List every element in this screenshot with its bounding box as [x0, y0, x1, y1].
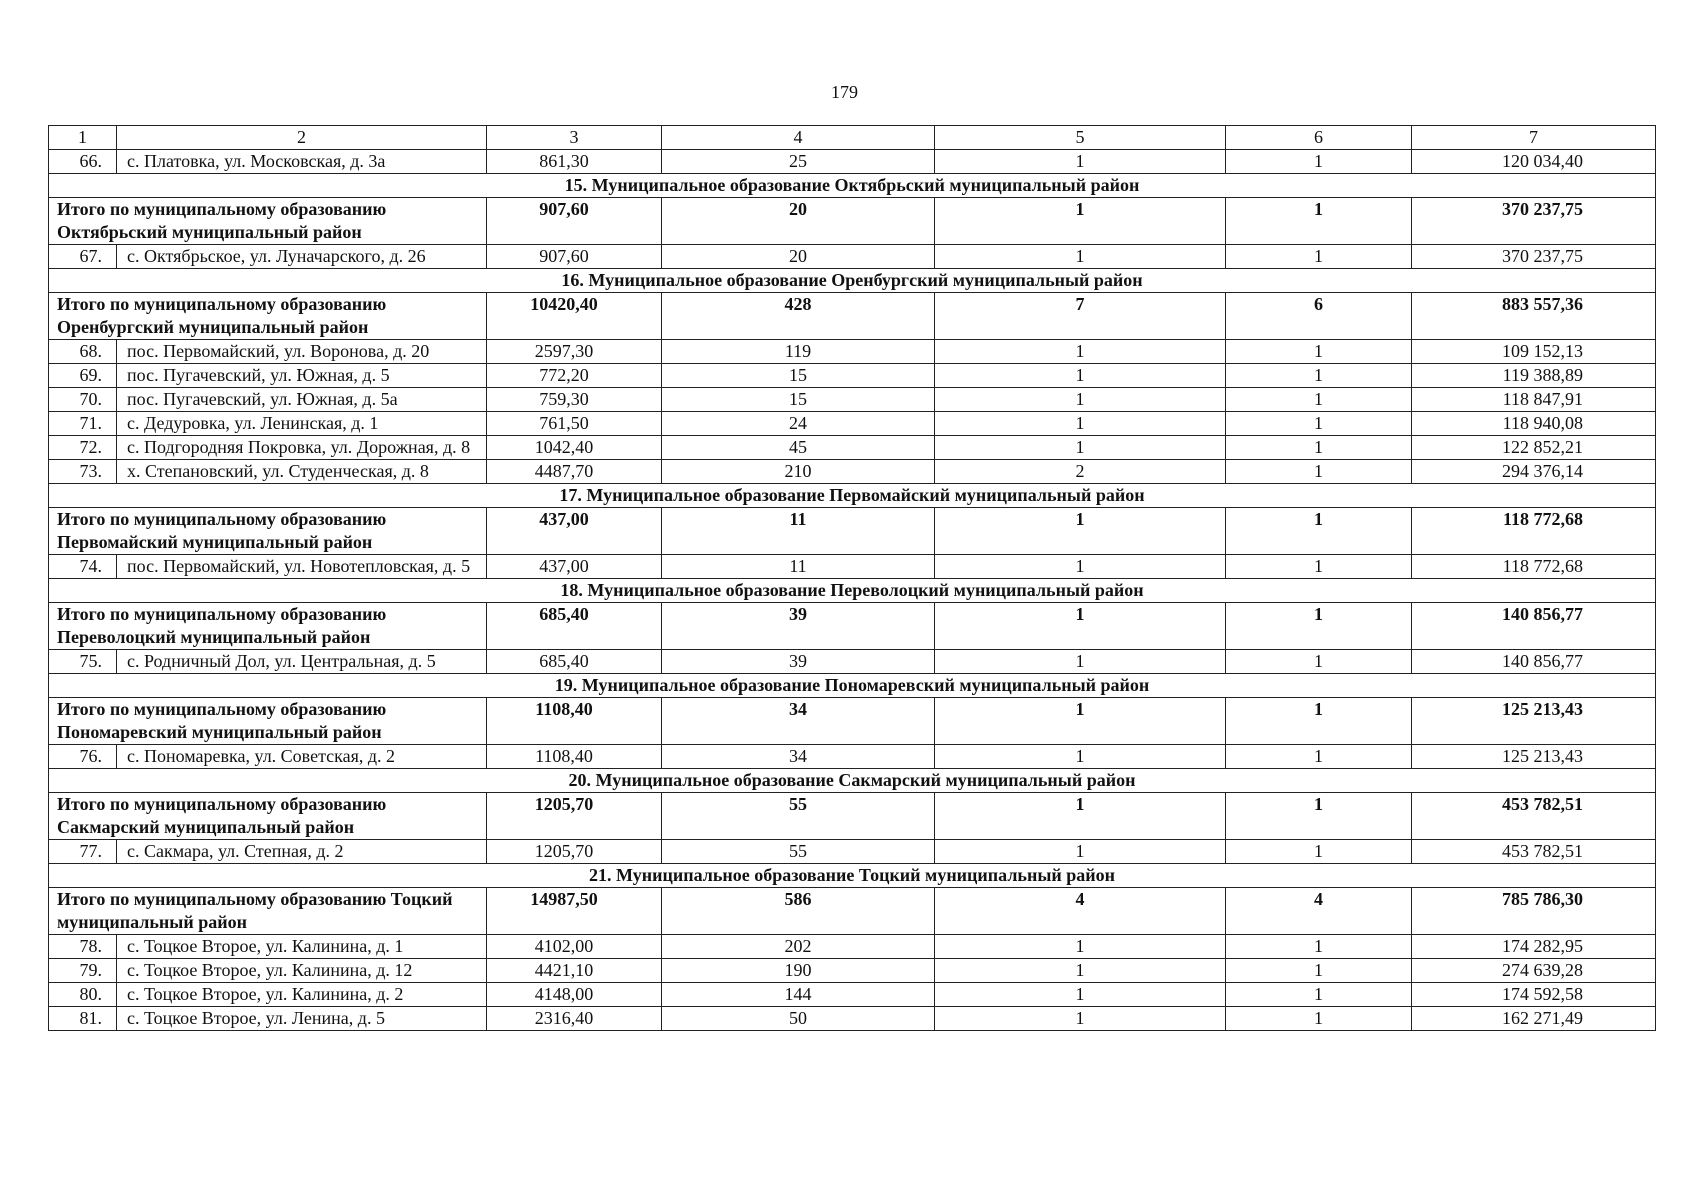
total-col-5: 1 [935, 603, 1226, 650]
total-col-6: 4 [1226, 888, 1412, 935]
section-row [49, 269, 1656, 293]
row-col-6: 1 [1226, 436, 1412, 460]
row-col-5: 2 [935, 460, 1226, 484]
row-col-7: 119 388,89 [1412, 364, 1656, 388]
row-address: пос. Пугачевский, ул. Южная, д. 5 [117, 364, 487, 388]
total-row [49, 603, 1656, 650]
header-cell: 7 [1412, 126, 1656, 150]
total-label: Итого по муниципальному образованию Оренбургский муниципальный район [49, 293, 487, 340]
total-row [49, 888, 1656, 935]
row-col-7: 370 237,75 [1412, 245, 1656, 269]
total-col-4: 428 [662, 293, 935, 340]
section-row [49, 484, 1656, 508]
row-number: 70. [49, 388, 117, 412]
row-col-6: 1 [1226, 412, 1412, 436]
row-address: х. Степановский, ул. Студенческая, д. 8 [117, 460, 487, 484]
total-col-6: 1 [1226, 508, 1412, 555]
total-col-6: 6 [1226, 293, 1412, 340]
row-address: с. Тоцкое Второе, ул. Калинина, д. 1 [117, 935, 487, 959]
row-col-4: 15 [662, 364, 935, 388]
total-col-5: 1 [935, 508, 1226, 555]
row-col-4: 55 [662, 840, 935, 864]
total-label: Итого по муниципальному образованию Пономаревский муниципальный район [49, 698, 487, 745]
row-number: 72. [49, 436, 117, 460]
section-row [49, 864, 1656, 888]
row-col-7: 118 772,68 [1412, 555, 1656, 579]
section-row [49, 769, 1656, 793]
row-col-3: 4487,70 [487, 460, 662, 484]
row-col-6: 1 [1226, 364, 1412, 388]
row-col-4: 39 [662, 650, 935, 674]
row-number: 78. [49, 935, 117, 959]
total-col-3: 1205,70 [487, 793, 662, 840]
total-col-4: 586 [662, 888, 935, 935]
row-col-7: 453 782,51 [1412, 840, 1656, 864]
total-row [49, 508, 1656, 555]
row-col-3: 761,50 [487, 412, 662, 436]
header-cell: 2 [117, 126, 487, 150]
table-row [49, 412, 1656, 436]
total-col-3: 14987,50 [487, 888, 662, 935]
row-col-3: 2316,40 [487, 1007, 662, 1031]
row-col-4: 119 [662, 340, 935, 364]
header-cell: 1 [49, 126, 117, 150]
row-col-4: 210 [662, 460, 935, 484]
row-number: 74. [49, 555, 117, 579]
row-col-4: 50 [662, 1007, 935, 1031]
header-cell: 5 [935, 126, 1226, 150]
row-col-4: 25 [662, 150, 935, 174]
total-col-4: 34 [662, 698, 935, 745]
row-number: 69. [49, 364, 117, 388]
total-col-7: 140 856,77 [1412, 603, 1656, 650]
row-col-4: 202 [662, 935, 935, 959]
data-table [48, 125, 1656, 1031]
row-col-4: 34 [662, 745, 935, 769]
row-col-5: 1 [935, 745, 1226, 769]
row-col-4: 144 [662, 983, 935, 1007]
table-row [49, 340, 1656, 364]
total-col-6: 1 [1226, 698, 1412, 745]
row-address: с. Тоцкое Второе, ул. Калинина, д. 12 [117, 959, 487, 983]
row-number: 73. [49, 460, 117, 484]
total-label: Итого по муниципальному образованию Октябрьский муниципальный район [49, 198, 487, 245]
row-col-5: 1 [935, 364, 1226, 388]
total-col-3: 907,60 [487, 198, 662, 245]
section-title: 16. Муниципальное образование Оренбургский муниципальный район [49, 269, 1656, 293]
total-col-6: 1 [1226, 198, 1412, 245]
total-col-5: 1 [935, 793, 1226, 840]
row-col-7: 174 282,95 [1412, 935, 1656, 959]
table-row [49, 745, 1656, 769]
table-row [49, 364, 1656, 388]
table-body [49, 126, 1656, 1031]
row-col-3: 4421,10 [487, 959, 662, 983]
row-address: с. Дедуровка, ул. Ленинская, д. 1 [117, 412, 487, 436]
table-row [49, 436, 1656, 460]
row-col-5: 1 [935, 650, 1226, 674]
header-cell: 3 [487, 126, 662, 150]
total-col-7: 118 772,68 [1412, 508, 1656, 555]
row-col-3: 685,40 [487, 650, 662, 674]
section-title: 17. Муниципальное образование Первомайский муниципальный район [49, 484, 1656, 508]
row-col-7: 118 847,91 [1412, 388, 1656, 412]
row-col-5: 1 [935, 959, 1226, 983]
row-address: с. Тоцкое Второе, ул. Калинина, д. 2 [117, 983, 487, 1007]
section-title: 15. Муниципальное образование Октябрьский муниципальный район [49, 174, 1656, 198]
header-cell: 6 [1226, 126, 1412, 150]
row-number: 80. [49, 983, 117, 1007]
total-row [49, 698, 1656, 745]
row-col-7: 125 213,43 [1412, 745, 1656, 769]
row-col-3: 861,30 [487, 150, 662, 174]
row-col-3: 2597,30 [487, 340, 662, 364]
row-col-4: 45 [662, 436, 935, 460]
row-col-7: 274 639,28 [1412, 959, 1656, 983]
total-label: Итого по муниципальному образованию Первомайский муниципальный район [49, 508, 487, 555]
row-col-7: 122 852,21 [1412, 436, 1656, 460]
row-col-5: 1 [935, 245, 1226, 269]
total-col-5: 7 [935, 293, 1226, 340]
row-col-5: 1 [935, 840, 1226, 864]
row-col-5: 1 [935, 340, 1226, 364]
row-number: 75. [49, 650, 117, 674]
row-address: с. Сакмара, ул. Степная, д. 2 [117, 840, 487, 864]
row-col-5: 1 [935, 388, 1226, 412]
table-row [49, 460, 1656, 484]
row-number: 68. [49, 340, 117, 364]
row-col-4: 24 [662, 412, 935, 436]
total-label: Итого по муниципальному образованию Переволоцкий муниципальный район [49, 603, 487, 650]
header-row [49, 126, 1656, 150]
row-col-3: 1205,70 [487, 840, 662, 864]
total-col-7: 453 782,51 [1412, 793, 1656, 840]
page-number: 179 [831, 82, 858, 102]
section-title: 21. Муниципальное образование Тоцкий муниципальный район [49, 864, 1656, 888]
row-number: 79. [49, 959, 117, 983]
row-col-6: 1 [1226, 150, 1412, 174]
row-col-4: 11 [662, 555, 935, 579]
total-col-7: 125 213,43 [1412, 698, 1656, 745]
row-address: с. Октябрьское, ул. Луначарского, д. 26 [117, 245, 487, 269]
total-col-3: 685,40 [487, 603, 662, 650]
table-row [49, 983, 1656, 1007]
row-col-6: 1 [1226, 983, 1412, 1007]
row-number: 77. [49, 840, 117, 864]
row-col-3: 1108,40 [487, 745, 662, 769]
table-row [49, 1007, 1656, 1031]
total-label: Итого по муниципальному образованию Сакмарский муниципальный район [49, 793, 487, 840]
section-row [49, 174, 1656, 198]
row-col-6: 1 [1226, 340, 1412, 364]
section-title: 20. Муниципальное образование Сакмарский муниципальный район [49, 769, 1656, 793]
row-col-7: 140 856,77 [1412, 650, 1656, 674]
row-col-3: 437,00 [487, 555, 662, 579]
row-col-7: 120 034,40 [1412, 150, 1656, 174]
row-col-6: 1 [1226, 1007, 1412, 1031]
table-row [49, 935, 1656, 959]
table-row [49, 959, 1656, 983]
row-col-5: 1 [935, 555, 1226, 579]
row-address: с. Родничный Дол, ул. Центральная, д. 5 [117, 650, 487, 674]
row-col-6: 1 [1226, 555, 1412, 579]
row-col-5: 1 [935, 436, 1226, 460]
total-row [49, 293, 1656, 340]
section-row [49, 674, 1656, 698]
row-col-7: 109 152,13 [1412, 340, 1656, 364]
total-col-7: 883 557,36 [1412, 293, 1656, 340]
row-col-6: 1 [1226, 650, 1412, 674]
total-label: Итого по муниципальному образованию Тоцкий муниципальный район [49, 888, 487, 935]
table-row [49, 840, 1656, 864]
row-col-6: 1 [1226, 840, 1412, 864]
row-address: пос. Первомайский, ул. Воронова, д. 20 [117, 340, 487, 364]
header-cell: 4 [662, 126, 935, 150]
row-col-5: 1 [935, 1007, 1226, 1031]
total-row [49, 793, 1656, 840]
row-col-5: 1 [935, 935, 1226, 959]
total-col-7: 370 237,75 [1412, 198, 1656, 245]
total-col-4: 20 [662, 198, 935, 245]
row-col-7: 294 376,14 [1412, 460, 1656, 484]
row-col-6: 1 [1226, 935, 1412, 959]
row-col-6: 1 [1226, 745, 1412, 769]
row-number: 66. [49, 150, 117, 174]
row-col-6: 1 [1226, 388, 1412, 412]
total-col-5: 1 [935, 698, 1226, 745]
row-col-3: 1042,40 [487, 436, 662, 460]
row-col-5: 1 [935, 412, 1226, 436]
table-row [49, 150, 1656, 174]
row-col-3: 759,30 [487, 388, 662, 412]
row-number: 81. [49, 1007, 117, 1031]
row-col-7: 162 271,49 [1412, 1007, 1656, 1031]
row-col-6: 1 [1226, 460, 1412, 484]
total-col-4: 55 [662, 793, 935, 840]
row-col-3: 4102,00 [487, 935, 662, 959]
row-col-7: 118 940,08 [1412, 412, 1656, 436]
total-col-3: 10420,40 [487, 293, 662, 340]
row-col-5: 1 [935, 983, 1226, 1007]
total-col-7: 785 786,30 [1412, 888, 1656, 935]
row-col-3: 907,60 [487, 245, 662, 269]
row-col-3: 772,20 [487, 364, 662, 388]
row-col-4: 15 [662, 388, 935, 412]
total-col-4: 39 [662, 603, 935, 650]
row-address: пос. Пугачевский, ул. Южная, д. 5а [117, 388, 487, 412]
row-address: с. Тоцкое Второе, ул. Ленина, д. 5 [117, 1007, 487, 1031]
total-col-3: 437,00 [487, 508, 662, 555]
total-col-5: 4 [935, 888, 1226, 935]
total-col-6: 1 [1226, 793, 1412, 840]
total-col-3: 1108,40 [487, 698, 662, 745]
table-row [49, 245, 1656, 269]
row-col-3: 4148,00 [487, 983, 662, 1007]
row-col-6: 1 [1226, 245, 1412, 269]
row-address: с. Пономаревка, ул. Советская, д. 2 [117, 745, 487, 769]
table-row [49, 555, 1656, 579]
total-col-6: 1 [1226, 603, 1412, 650]
total-col-5: 1 [935, 198, 1226, 245]
section-row [49, 579, 1656, 603]
row-col-4: 190 [662, 959, 935, 983]
row-number: 71. [49, 412, 117, 436]
row-address: пос. Первомайский, ул. Новотепловская, д. 5 [117, 555, 487, 579]
row-address: с. Платовка, ул. Московская, д. 3а [117, 150, 487, 174]
section-title: 19. Муниципальное образование Пономаревский муниципальный район [49, 674, 1656, 698]
table-row [49, 650, 1656, 674]
section-title: 18. Муниципальное образование Переволоцкий муниципальный район [49, 579, 1656, 603]
row-number: 76. [49, 745, 117, 769]
row-col-5: 1 [935, 150, 1226, 174]
table-row [49, 388, 1656, 412]
total-row [49, 198, 1656, 245]
total-col-4: 11 [662, 508, 935, 555]
row-col-7: 174 592,58 [1412, 983, 1656, 1007]
row-address: с. Подгородняя Покровка, ул. Дорожная, д. 8 [117, 436, 487, 460]
row-col-4: 20 [662, 245, 935, 269]
row-number: 67. [49, 245, 117, 269]
row-col-6: 1 [1226, 959, 1412, 983]
